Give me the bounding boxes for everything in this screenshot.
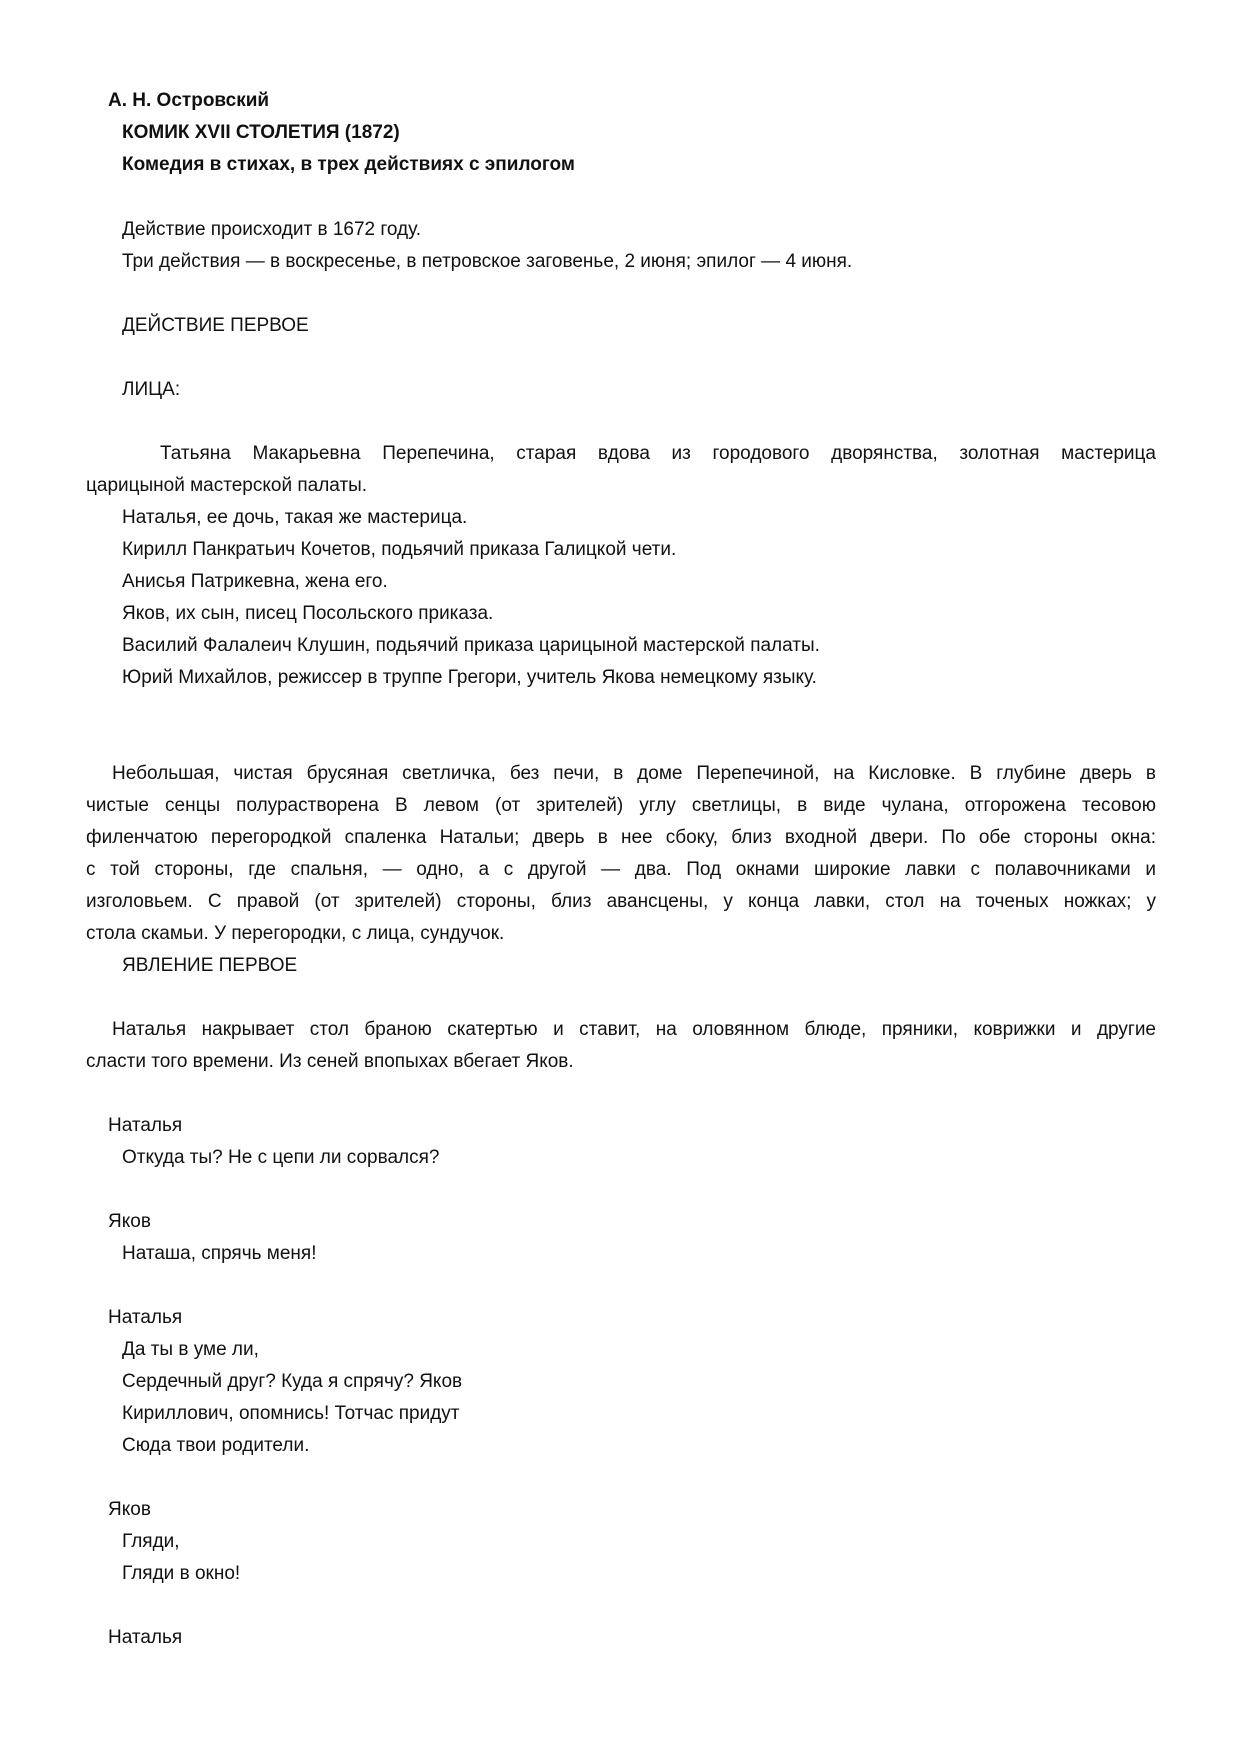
dialogue-line: Да ты в уме ли, [122, 1339, 259, 1360]
person-entry: Анисья Патрикевна, жена его. [122, 571, 388, 592]
stage-direction-line: филенчатою перегородкой спаленка Натальи; дверь в нее сбоку, близ входной двери. По обе стороны окна: [86, 827, 1156, 848]
dialogue-line: Гляди в окно! [122, 1563, 241, 1584]
person-entry: царицыной мастерской палаты. [86, 475, 368, 496]
person-entry: Наталья, ее дочь, такая же мастерица. [122, 507, 468, 528]
speaker-name: Наталья [108, 1627, 183, 1648]
scene-direction-line: Наталья накрывает стол браною скатертью и ставит, на оловянном блюде, пряники, коврижки и другие [112, 1019, 1156, 1040]
dialogue-line: Сердечный друг? Куда я спрячу? Яков [122, 1371, 463, 1392]
person-entry: Яков, их сын, писец Посольского приказа. [122, 603, 494, 624]
person-entry: Татьяна Макарьевна Перепечина, старая вдова из городового дворянства, золотная мастерица [160, 443, 1156, 464]
dialogue-line: Откуда ты? Не с цепи ли сорвался? [122, 1147, 440, 1168]
speaker-name: Наталья [108, 1307, 183, 1328]
speaker-name: Яков [108, 1499, 151, 1520]
dialogue-line: Сюда твои родители. [122, 1435, 310, 1456]
person-entry: Кирилл Панкратьич Кочетов, подьячий приказа Галицкой чети. [122, 539, 677, 560]
play-subtitle: Комедия в стихах, в трех действиях с эпилогом [122, 154, 575, 175]
act-heading: ДЕЙСТВИЕ ПЕРВОЕ [122, 315, 309, 336]
stage-direction-line: чистые сенцы полурастворена В левом (от зрителей) углу светлицы, в виде чулана, отгорожена тесовою [86, 795, 1156, 816]
stage-direction-line: Небольшая, чистая брусяная светличка, без печи, в доме Перепечиной, на Кисловке. В глубине дверь в [112, 763, 1156, 784]
scene-heading: ЯВЛЕНИЕ ПЕРВОЕ [122, 955, 298, 976]
author-name: А. Н. Островский [108, 90, 270, 111]
stage-direction-line: с той стороны, где спальня, — одно, а с другой — два. Под окнами широкие лавки с полавочниками и [86, 859, 1156, 880]
speaker-name: Яков [108, 1211, 151, 1232]
persons-heading: ЛИЦА: [122, 379, 181, 400]
stage-direction-line: изголовьем. С правой (от зрителей) стороны, близ авансцены, у конца лавки, стол на точеных ножках; у [86, 891, 1156, 912]
dialogue-line: Наташа, спрячь меня! [122, 1243, 317, 1264]
person-entry: Василий Фалалеич Клушин, подьячий приказа царицыной мастерской палаты. [122, 635, 820, 656]
speaker-name: Наталья [108, 1115, 183, 1136]
intro-line: Три действия — в воскресенье, в петровское заговенье, 2 июня; эпилог — 4 июня. [122, 251, 853, 272]
intro-line: Действие происходит в 1672 году. [122, 219, 421, 240]
scene-direction-line: сласти того времени. Из сеней впопыхах вбегает Яков. [86, 1051, 574, 1072]
stage-direction-line: стола скамьи. У перегородки, с лица, сундучок. [86, 923, 505, 944]
person-entry: Юрий Михайлов, режиссер в труппе Грегори, учитель Якова немецкому языку. [122, 667, 817, 688]
dialogue-line: Гляди, [122, 1531, 180, 1552]
play-title: КОМИК XVII СТОЛЕТИЯ (1872) [122, 122, 400, 143]
dialogue-line: Кириллович, опомнись! Тотчас придут [122, 1403, 460, 1424]
